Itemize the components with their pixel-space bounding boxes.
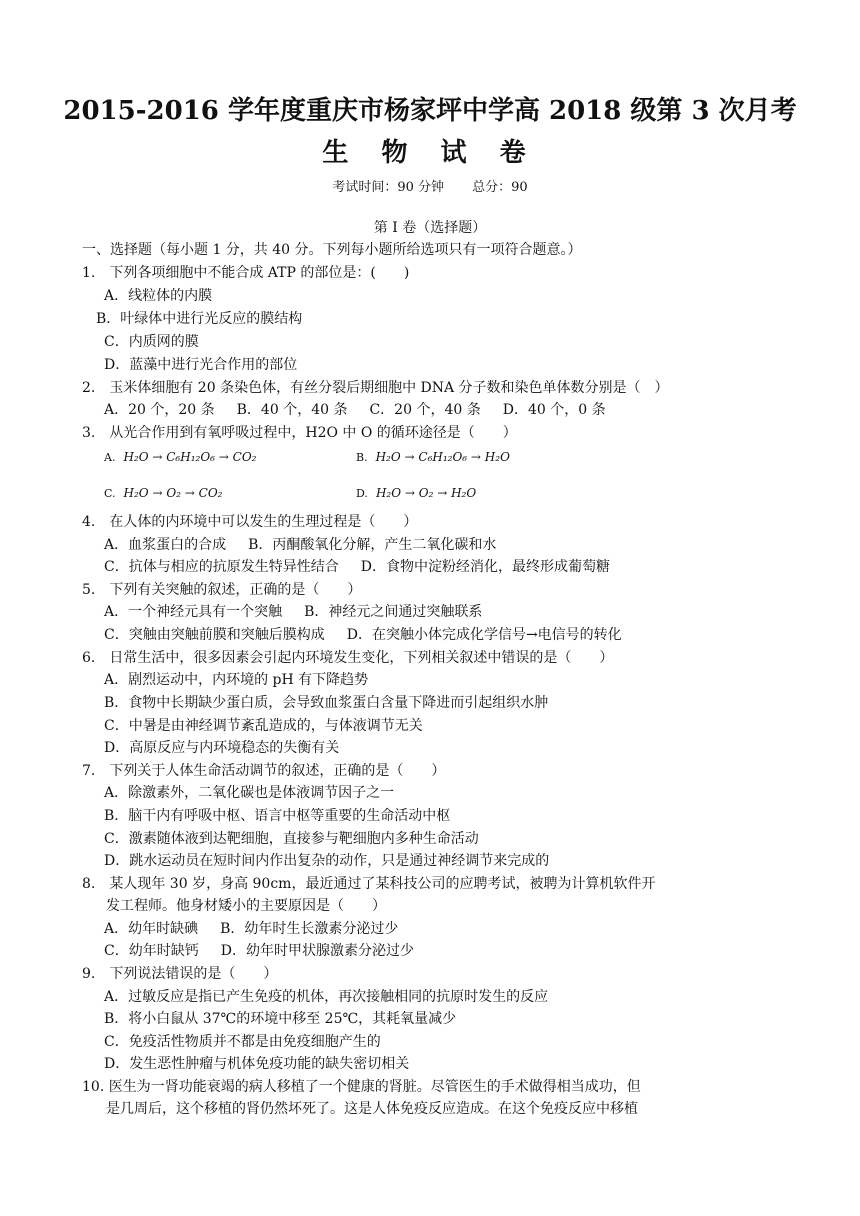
question-7-option-c: C．激素随体液到达靶细胞，直接参与靶细胞内多种生命活动 [104, 831, 479, 847]
question-4-option-c: C．抗体与相应的抗原发生特异性结合 [104, 559, 339, 575]
question-4-option-a: A．血浆蛋白的合成 [104, 537, 227, 553]
question-4-stem: 4. 在人体的内环境中可以发生的生理过程是（ ） [82, 514, 418, 530]
question-9-option-a: A．过敏反应是指已产生免疫的机体，再次接触相同的抗原时发生的反应 [104, 989, 549, 1005]
question-1-option-b: B．叶绿体中进行光反应的膜结构 [96, 311, 303, 327]
question-5-option-d: D．在突触小体完成化学信号→电信号的转化 [346, 627, 622, 643]
question-3-option-a-label: A. [104, 451, 116, 464]
question-9-option-d: D．发生恶性肿瘤与机体免疫功能的缺失密切相关 [104, 1056, 410, 1072]
question-8-options-cd [104, 941, 414, 961]
question-6-option-c: C．中暑是由神经调节紊乱造成的，与体液调节无关 [104, 718, 423, 734]
question-6-option-d: D．高原反应与内环境稳态的失衡有关 [104, 740, 340, 756]
question-8-option-c: C．幼年时缺钙 [104, 943, 199, 959]
question-8-options-ab [104, 919, 398, 939]
question-5-stem: 5. 下列有关突触的叙述，正确的是（ ） [82, 582, 362, 598]
question-5-option-b: B．神经元之间通过突触联系 [304, 604, 483, 620]
question-3-option-b-label: B. [356, 451, 368, 464]
question-3-option-c-label: C. [104, 487, 116, 500]
question-3-formula-c: H₂O → O₂ → CO₂ [123, 486, 223, 500]
question-6-option-b: B．食物中长期缺少蛋白质，会导致血浆蛋白含量下降进而引起组织水肿 [104, 695, 549, 711]
question-9-stem: 9. 下列说法错误的是（ ） [82, 966, 278, 982]
question-7-stem: 7. 下列关于人体生命活动调节的叙述，正确的是（ ） [82, 763, 446, 779]
question-3-option-d-label: D. [356, 487, 368, 500]
question-6-stem: 6. 日常生活中，很多因素会引起内环境发生变化，下列相关叙述中错误的是（ ） [82, 650, 614, 666]
question-3-option-c [104, 486, 223, 500]
question-2-option-b: B．40 个，40 条 [236, 402, 348, 418]
question-5-options-cd [104, 625, 622, 645]
section-title: 第 I 卷（选择题） [373, 220, 487, 236]
question-3-option-d [356, 486, 476, 500]
question-10-stem-continued: 是几周后，这个移植的肾仍然坏死了。这是人体免疫反应造成。在这个免疫反应中移植 [106, 1101, 638, 1117]
question-8-stem: 8. 某人现年 30 岁，身高 90cm，最近通过了某科技公司的应聘考试，被聘为计算机软件开 [82, 876, 656, 892]
question-4-option-d: D．食物中淀粉经消化，最终形成葡萄糖 [360, 559, 610, 575]
question-3-option-b [356, 450, 510, 464]
question-2-option-c: C．20 个，40 条 [369, 402, 481, 418]
question-5-option-a: A．一个神经元具有一个突触 [104, 604, 283, 620]
question-1-option-d: D．蓝藻中进行光合作用的部位 [104, 357, 298, 373]
question-7-option-b: B．脑干内有呼吸中枢、语言中枢等重要的生命活动中枢 [104, 808, 451, 824]
question-1-option-a: A．线粒体的内膜 [104, 288, 213, 304]
question-1-stem: 1. 下列各项细胞中不能合成 ATP 的部位是：( ) [82, 265, 410, 281]
question-3-stem: 3. 从光合作用到有氧呼吸过程中，H2O 中 O 的循环途径是（ ） [82, 425, 517, 441]
question-8-option-a: A．幼年时缺碘 [104, 921, 199, 937]
question-7-option-d: D．跳水运动员在短时间内作出复杂的动作，只是通过神经调节来完成的 [104, 853, 550, 869]
question-3-formula-a: H₂O → C₆H₁₂O₆ → CO₂ [123, 450, 257, 464]
question-3-formula-b: H₂O → C₆H₁₂O₆ → H₂O [375, 450, 510, 464]
question-10-stem: 10. 医生为一肾功能衰竭的病人移植了一个健康的肾脏。尽管医生的手术做得相当成功，但 [82, 1079, 641, 1095]
question-8-option-d: D．幼年时甲状腺激素分泌过少 [220, 943, 414, 959]
question-9-option-b: B．将小白鼠从 37℃的环境中移至 25℃，其耗氧量减少 [104, 1011, 457, 1027]
question-6-option-a: A．剧烈运动中，内环境的 pH 有下降趋势 [104, 672, 369, 688]
exam-subject: 生 物 试 卷 [322, 138, 538, 168]
question-4-options-cd [104, 557, 610, 577]
exam-title: 2015-2016 学年度重庆市杨家坪中学高 2018 级第 3 次月考 [63, 96, 797, 126]
question-8-option-b: B．幼年时生长激素分泌过少 [220, 921, 399, 937]
exam-time: 考试时间：90 分钟 [332, 180, 445, 195]
exam-total-score: 总分：90 [472, 180, 528, 195]
question-4-options-ab [104, 535, 496, 555]
question-5-options-ab [104, 602, 482, 622]
question-4-option-b: B．丙酮酸氧化分解，产生二氧化碳和水 [248, 537, 497, 553]
question-7-option-a: A．除激素外，二氧化碳也是体液调节因子之一 [104, 785, 395, 801]
question-3-option-a [104, 450, 257, 464]
question-2-option-d: D．40 个，0 条 [502, 402, 606, 418]
question-2-option-a: A．20 个，20 条 [104, 402, 215, 418]
question-2-options [104, 400, 606, 420]
question-1-option-c: C．内质网的膜 [104, 334, 199, 350]
question-2-stem: 2. 玉米体细胞有 20 条染色体，有丝分裂后期细胞中 DNA 分子数和染色单体数分别是（ ） [82, 380, 669, 396]
exam-meta [0, 176, 860, 195]
section-instruction: 一、选择题（每小题 1 分，共 40 分。下列每小题所给选项只有一项符合题意。） [82, 242, 582, 258]
question-5-option-c: C．突触由突触前膜和突触后膜构成 [104, 627, 325, 643]
question-9-option-c: C．免疫活性物质并不都是由免疫细胞产生的 [104, 1034, 381, 1050]
question-3-formula-d: H₂O → O₂ → H₂O [375, 486, 477, 500]
question-8-stem-continued: 发工程师。他身材矮小的主要原因是（ ） [106, 898, 386, 914]
